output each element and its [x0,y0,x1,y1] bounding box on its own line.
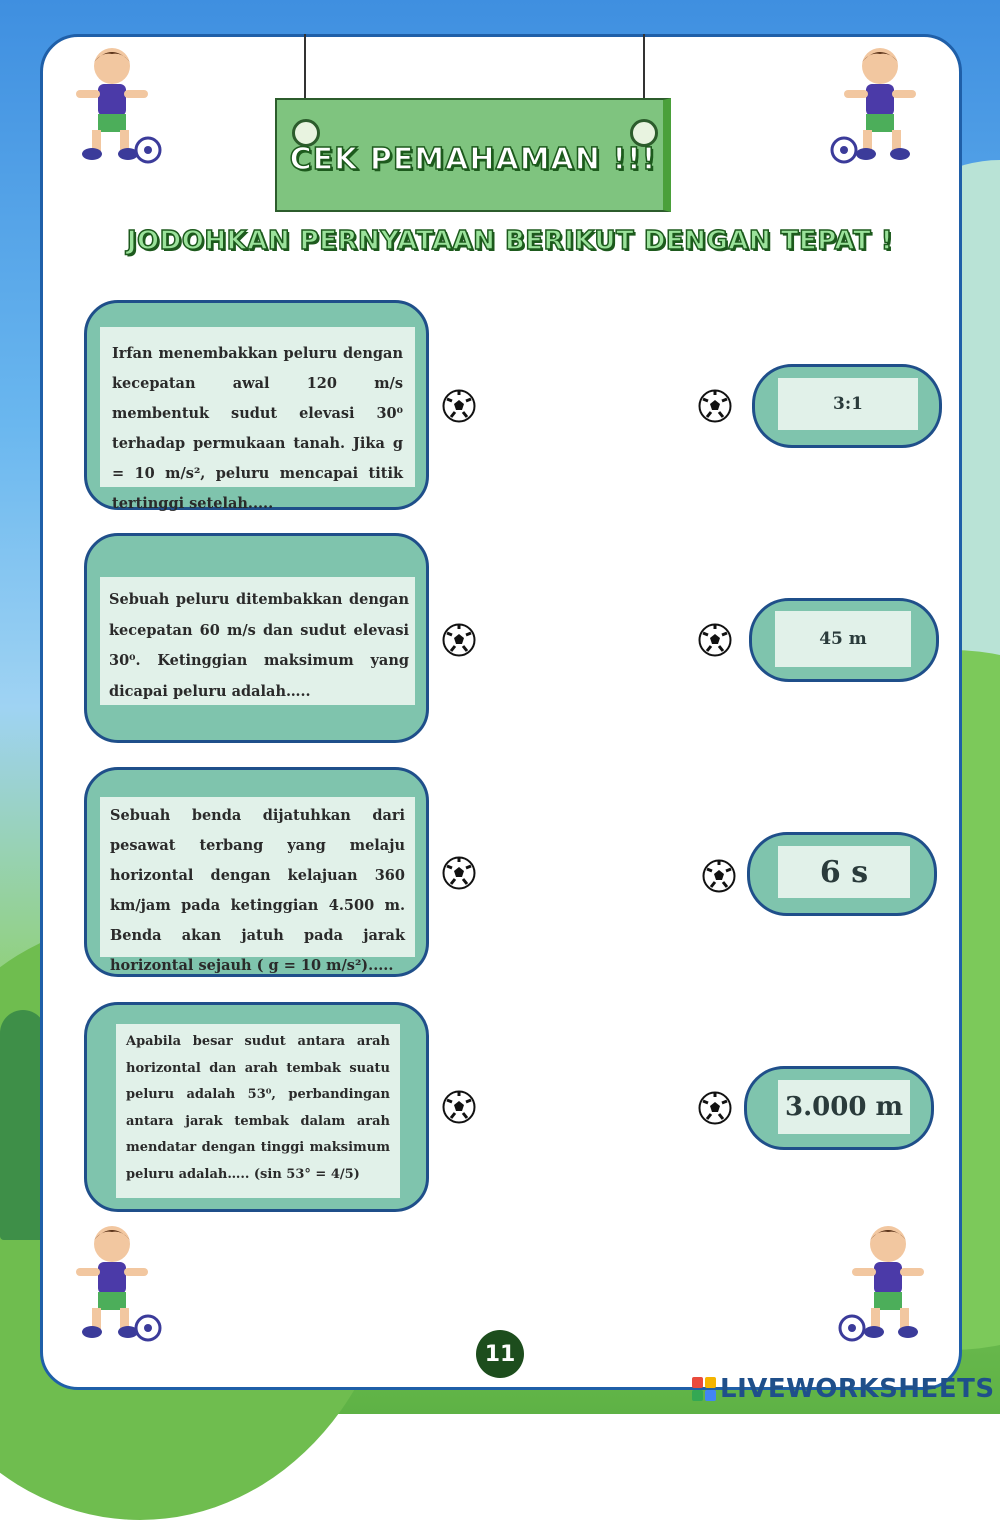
question-text-4: Apabila besar sudut antara arah horizontal dan arah tembak suatu peluru adalah 53⁰, perbandingan antara jarak tembak dalam arah mendatar dengan tinggi maksimum peluru adalah….. (sin 53° = 4/5) [116,1024,400,1198]
match-point-left-1-icon[interactable] [442,389,476,423]
match-point-left-3-icon[interactable] [442,856,476,890]
liveworksheets-logo [692,1374,995,1404]
soccer-kid-icon [838,1218,938,1343]
question-text-2: Sebuah peluru ditembakkan dengan kecepatan 60 m/s dan sudut elevasi 30⁰. Ketinggian maksimum yang dicapai peluru adalah….. [100,577,415,705]
match-point-right-3-icon[interactable] [702,859,736,893]
match-point-right-2-icon[interactable] [698,623,732,657]
soccer-kid-icon [62,40,162,165]
page-title: CEK PEMAHAMAN !!! [289,142,657,177]
match-point-right-4-icon[interactable] [698,1091,732,1125]
answer-text-3: 6 s [778,846,910,898]
answer-text-1: 3:1 [778,378,918,430]
answer-text-4: 3.000 m [778,1080,910,1134]
match-point-left-4-icon[interactable] [442,1090,476,1124]
soccer-kid-icon [62,1218,162,1343]
page-number: 11 [476,1330,524,1378]
question-text-1: Irfan menembakkan peluru dengan kecepatan awal 120 m/s membentuk sudut elevasi 30⁰ terhadap permukaan tanah. Jika g = 10 m/s², peluru mencapai titik tertinggi setelah..... [100,327,415,487]
match-point-right-1-icon[interactable] [698,389,732,423]
instruction-text: JODOHKAN PERNYATAAN BERIKUT DENGAN TEPAT ! [126,226,894,256]
liveworksheets-logo-icon [692,1377,716,1401]
question-text-3: Sebuah benda dijatuhkan dari pesawat terbang yang melaju horizontal dengan kelajuan 360 km/jam pada ketinggian 4.500 m. Benda akan jatuh pada jarak horizontal sejauh ( g = 10 m/s²)..... [100,797,415,957]
match-point-left-2-icon[interactable] [442,623,476,657]
answer-text-2: 45 m [775,611,911,667]
soccer-kid-icon [830,40,930,165]
brand-name: LIVEWORKSHEETS [720,1374,995,1404]
